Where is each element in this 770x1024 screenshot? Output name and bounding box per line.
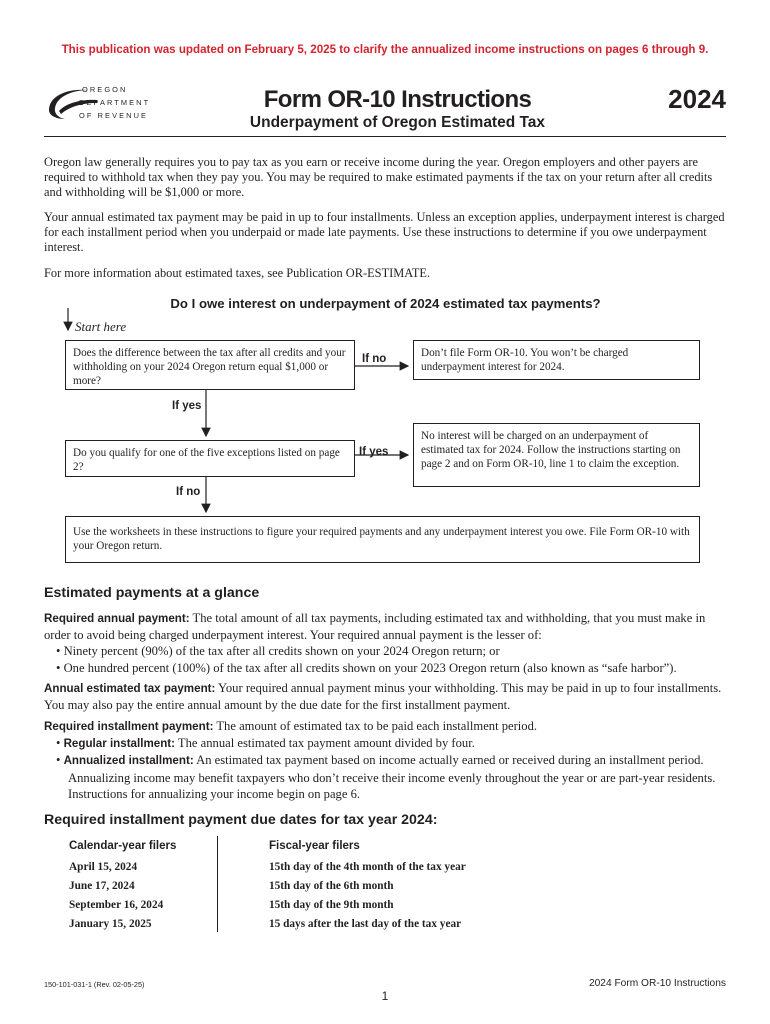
fiscal-year-header: Fiscal-year filers: [269, 840, 360, 852]
q1-yes-label: If yes: [172, 400, 202, 412]
required-annual-payment: [44, 610, 728, 676]
logo-line-2: DEPARTMENT: [79, 98, 151, 107]
tax-year: 2024: [668, 84, 726, 114]
fiscal-date-1: 15th day of the 4th month of the tax year: [269, 861, 466, 873]
bullet-annualized-installment: • Annualized installment: An estimated tax payment based on income actually earned or received during an installment period. Annualizing income may benefit taxpayers who don’t receive their income evenly throughout the year or are part-year residents. Instructions for annualizing your income begin on page 6.: [56, 753, 716, 801]
due-dates-heading: Required installment payment due dates for tax year 2024:: [44, 812, 438, 828]
form-code: 150-101-031-1 (Rev. 02-05-25): [44, 980, 145, 989]
glance-heading: Estimated payments at a glance: [44, 585, 260, 601]
q1-no-label: If no: [362, 353, 387, 365]
exception-result-box: No interest will be charged on an underpayment of estimated tax for 2024. Follow the instructions starting on page 2 and on Form OR-10, line 1 to claim the exception.: [413, 423, 700, 487]
bullet-ninety-percent: • Ninety percent (90%) of the tax after all credits shown on your 2024 Oregon return; or: [56, 644, 500, 659]
footer-title: 2024 Form OR-10 Instructions: [588, 978, 726, 989]
bullet-hundred-percent: • One hundred percent (100%) of the tax after all credits shown on your 2023 Oregon return (also known as “safe harbor”).: [56, 660, 677, 675]
no-interest-box: Don’t file Form OR-10. You won’t be charged underpayment interest for 2024.: [413, 340, 700, 380]
q2-yes-label: If yes: [359, 446, 389, 458]
term-annual-estimated-tax-payment: Annual estimated tax payment:: [44, 682, 216, 695]
calendar-date-2: June 17, 2024: [69, 880, 135, 892]
calendar-year-header: Calendar-year filers: [69, 840, 177, 852]
term-required-installment-payment: Required installment payment:: [44, 720, 214, 733]
fiscal-date-3: 15th day of the 9th month: [269, 899, 394, 911]
page-number: 1: [381, 989, 389, 1003]
required-installment-payment: [44, 718, 728, 802]
fiscal-date-2: 15th day of the 6th month: [269, 880, 394, 892]
q2-no-label: If no: [176, 486, 201, 498]
required-installment-payment-text: The amount of estimated tax to be paid each installment period.: [213, 719, 538, 733]
question-1-box: Does the difference between the tax after all credits and your withholding on your 2024 Oregon return equal $1,000 or more?: [65, 340, 355, 390]
intro-paragraph-3: For more information about estimated taxes, see Publication OR-ESTIMATE.: [44, 266, 431, 280]
fiscal-year-column: [269, 840, 549, 937]
fiscal-date-4: 15 days after the last day of the tax year: [269, 918, 462, 930]
form-subtitle: Underpayment of Oregon Estimated Tax: [249, 114, 546, 131]
intro-paragraph-2: Your annual estimated tax payment may be paid in up to four installments. Unless an exception applies, underpayment interest is charged for each installment period when you underpaid or made late payments. Use these instructions to determine if you owe underpayment interest.: [44, 210, 725, 254]
bullet-regular-installment: • Regular installment: The annual estimated tax payment amount divided by four.: [56, 736, 475, 751]
annual-estimated-tax-payment-text: Your required annual payment minus your withholding. This may be paid in up to four installments. You may also pay the entire annual amount by the due date for the first installment payment.: [44, 681, 722, 713]
flowchart-title: Do I owe interest on underpayment of 2024 estimated tax payments?: [170, 296, 601, 311]
calendar-date-1: April 15, 2024: [69, 861, 138, 873]
logo-line-3: OF REVENUE: [79, 111, 149, 120]
calendar-year-column: [69, 840, 269, 937]
term-required-annual-payment: Required annual payment:: [44, 612, 190, 625]
start-here-label: Start here: [75, 319, 127, 334]
logo-line-1: OREGON: [82, 85, 128, 94]
annual-estimated-tax-payment: [44, 680, 728, 713]
intro-paragraph-1: Oregon law generally requires you to pay tax as you earn or receive income during the year. Oregon employers and other payers are required to withhold tax when they pay you. You may be required to make estimated payments if the tax on your return after all credits and withholding will be $1,000 or more.: [44, 155, 713, 199]
update-notice: This publication was updated on February 5, 2025 to clarify the annualized income instructions on pages 6 through 9.: [61, 43, 709, 56]
calendar-date-4: January 15, 2025: [69, 918, 152, 930]
question-2-box: Do you qualify for one of the five exceptions listed on page 2?: [65, 440, 355, 477]
required-annual-payment-text: The total amount of all tax payments, including estimated tax and withholding, that you must make in order to avoid being charged underpayment interest. Your required annual payment is the lesser of:: [44, 611, 706, 643]
calendar-date-3: September 16, 2024: [69, 899, 164, 911]
worksheets-box: Use the worksheets in these instructions to figure your required payments and any underpayment interest you owe. File Form OR-10 with your Oregon return.: [65, 516, 700, 563]
form-title: Form OR-10 Instructions: [263, 86, 532, 113]
